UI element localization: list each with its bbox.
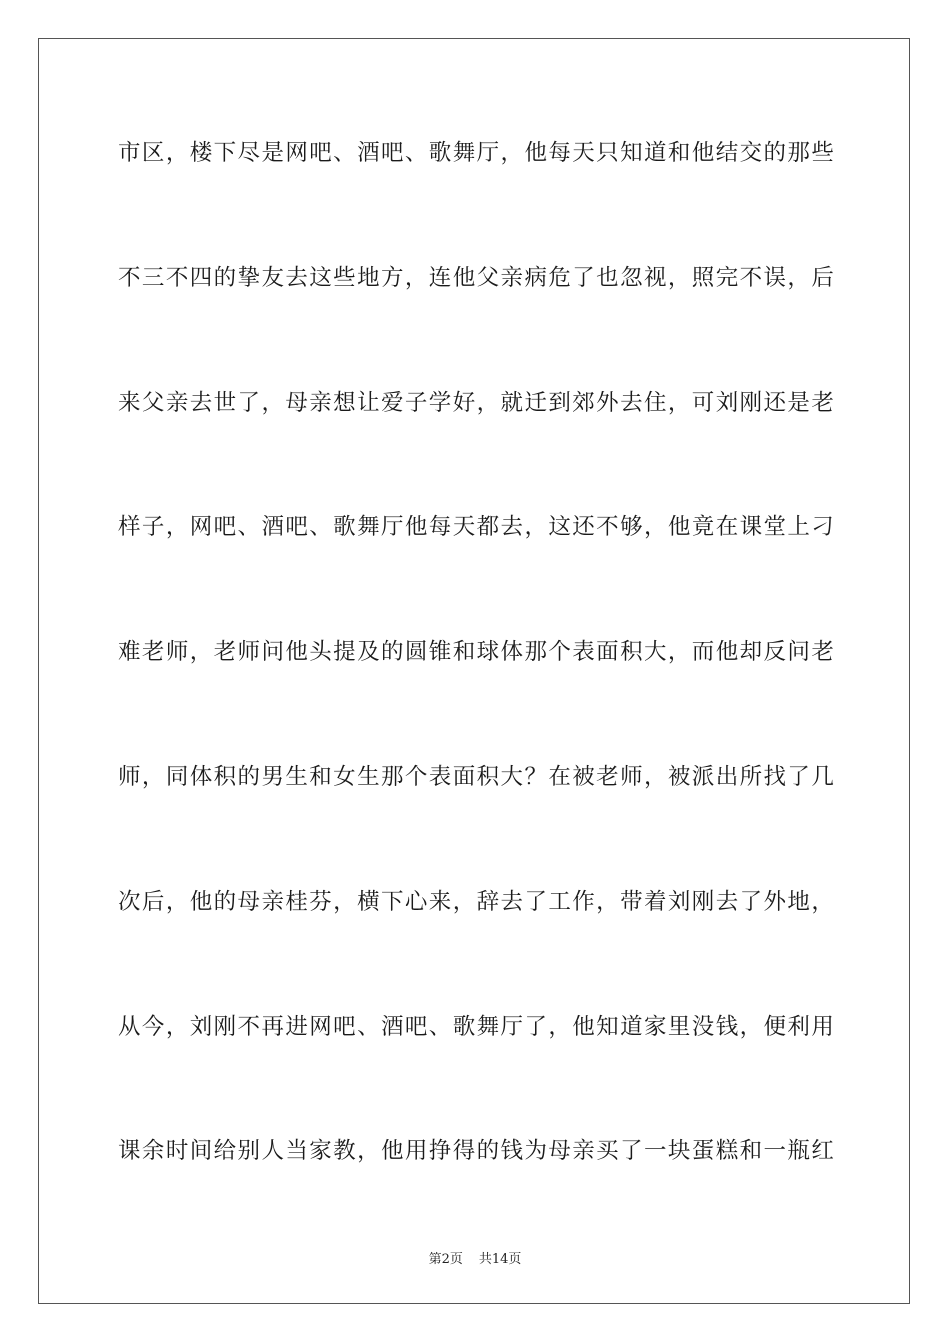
text-line-7: 次后，他的母亲桂芬，横下心来，辞去了工作，带着刘刚去了外地， <box>118 888 834 915</box>
page-total: 共14页 <box>478 1252 522 1267</box>
text-line-8: 从今，刘刚不再进网吧、酒吧、歌舞厅了，他知道家里没钱，便利用 <box>118 1013 834 1040</box>
text-line-9: 课余时间给别人当家教，他用挣得的钱为母亲买了一块蛋糕和一瓶红 <box>118 1138 834 1165</box>
text-line-1: 市区，楼下尽是网吧、酒吧、歌舞厅，他每天只知道和他结交的那些 <box>118 140 834 166</box>
page-number: 第2页 <box>428 1252 463 1267</box>
text-line-2: 不三不四的挚友去这些地方，连他父亲病危了也忽视，照完不误，后 <box>118 264 834 291</box>
text-line-6: 师，同体积的男生和女生那个表面积大？在被老师，被派出所找了几 <box>118 763 834 790</box>
page-footer <box>0 1248 950 1267</box>
text-line-4: 样子，网吧、酒吧、歌舞厅他每天都去，这还不够，他竟在课堂上刁 <box>118 514 834 541</box>
text-line-5: 难老师，老师问他头提及的圆锥和球体那个表面积大，而他却反问老 <box>118 639 834 666</box>
document-body <box>118 128 834 1251</box>
text-line-3: 来父亲去世了，母亲想让爱子学好，就迁到郊外去住，可刘刚还是老 <box>118 389 834 416</box>
